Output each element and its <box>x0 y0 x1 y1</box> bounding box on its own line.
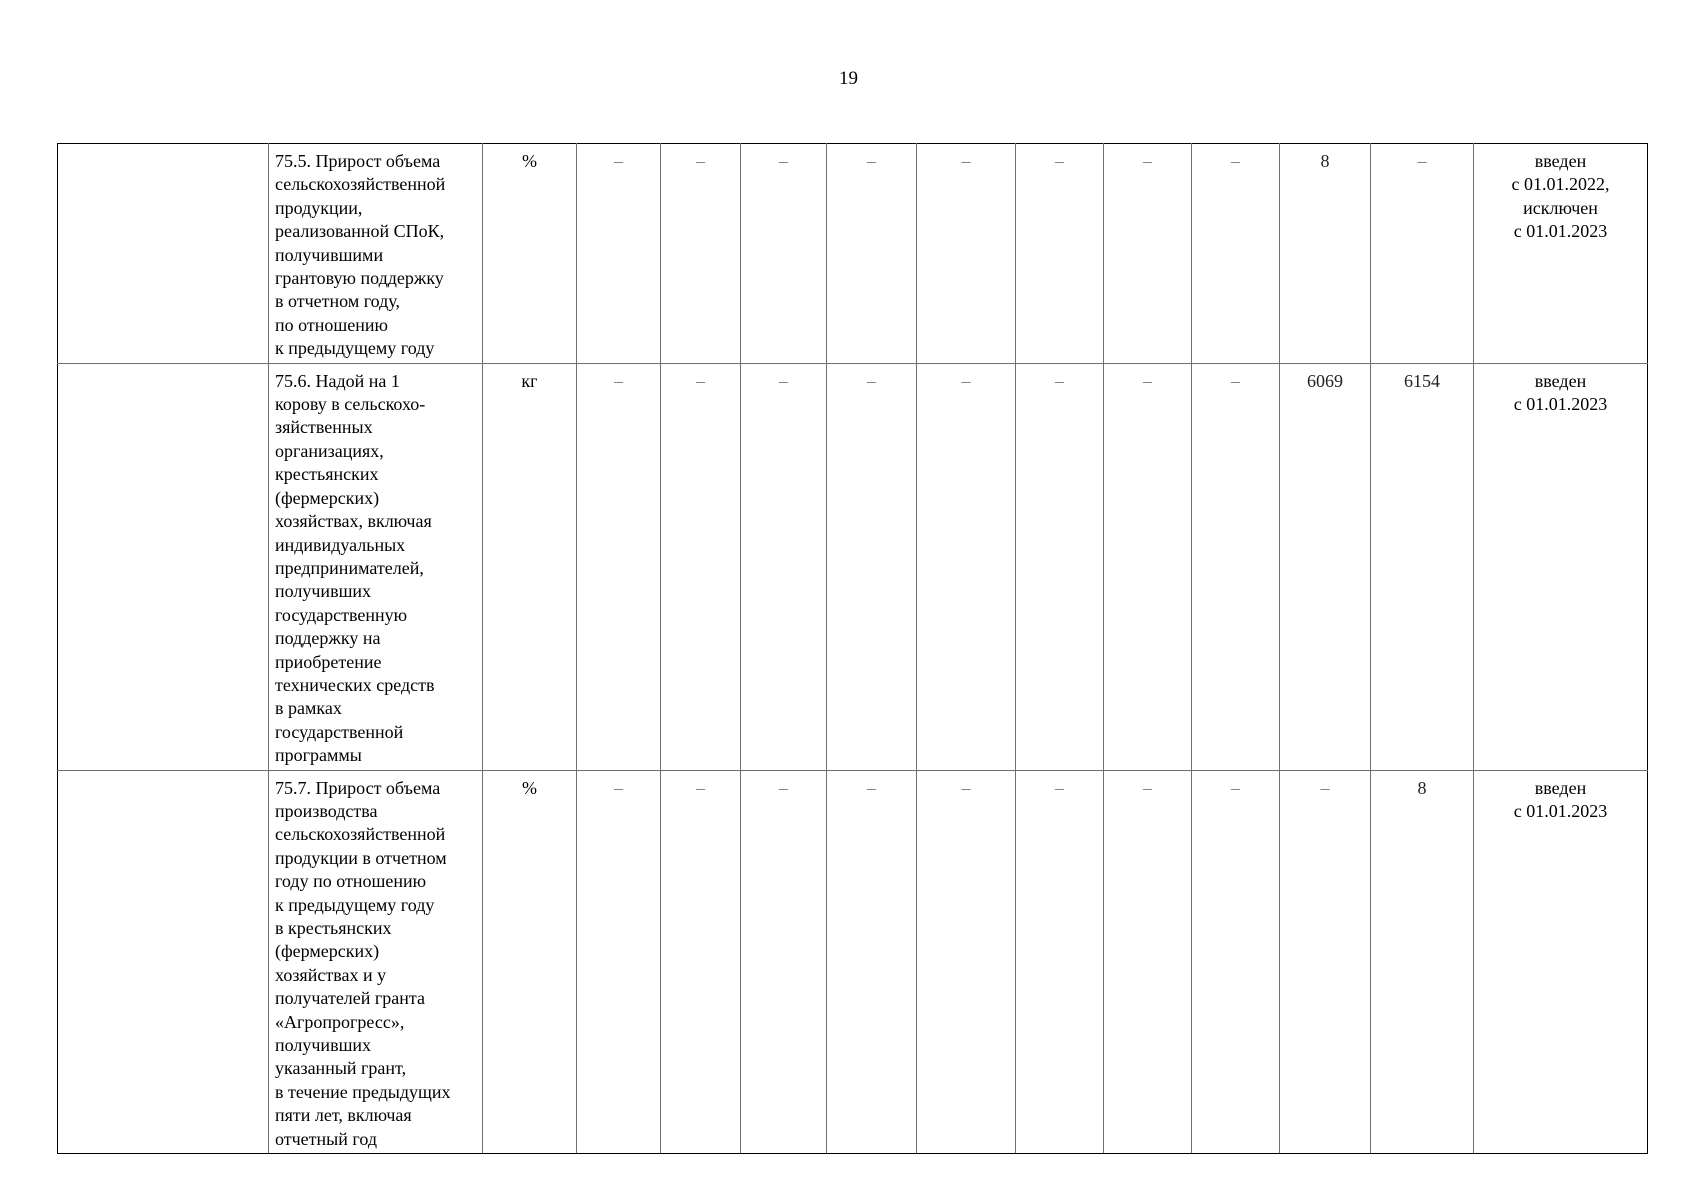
value-cell: 8 <box>1371 770 1474 1154</box>
unit-cell: кг <box>483 363 577 770</box>
table-row <box>58 363 1648 770</box>
table-row <box>58 144 1648 364</box>
value-cell: – <box>827 770 917 1154</box>
value-cell: – <box>577 363 661 770</box>
value-cell: – <box>1192 144 1280 364</box>
value-cell: 6154 <box>1371 363 1474 770</box>
value-cell: – <box>1104 770 1192 1154</box>
value-cell: – <box>1371 144 1474 364</box>
program-cell <box>58 770 269 1154</box>
unit-cell: % <box>483 144 577 364</box>
table-row <box>58 770 1648 1154</box>
program-cell <box>58 144 269 364</box>
page-number: 19 <box>839 68 858 89</box>
value-cell: – <box>741 363 827 770</box>
value-cell: – <box>1104 363 1192 770</box>
value-cell: – <box>1016 363 1104 770</box>
value-cell: – <box>827 363 917 770</box>
value-cell: – <box>917 363 1016 770</box>
indicator-name: 75.6. Надой на 1 корову в сельскохо- зяйственных организациях, крестьянских (фермерских) хозяйствах, включая индивидуальных предпринимателей, получивших государственную поддержку на приобретение технических средств в рамках государственной программы <box>269 363 483 770</box>
note-cell: введен с 01.01.2023 <box>1474 770 1648 1154</box>
value-cell: – <box>1016 770 1104 1154</box>
value-cell: – <box>741 144 827 364</box>
indicator-name: 75.7. Прирост объема производства сельскохозяйственной продукции в отчетном году по отношению к предыдущему году в крестьянских (фермерских) хозяйствах и у получателей гранта «Агропрогресс», получивших указанный грант, в течение предыдущих пяти лет, включая отчетный год <box>269 770 483 1154</box>
value-cell: – <box>577 770 661 1154</box>
value-cell: – <box>1192 770 1280 1154</box>
value-cell: 8 <box>1280 144 1371 364</box>
indicator-name: 75.5. Прирост объема сельскохозяйственной продукции, реализованной СПоК, получившими грантовую поддержку в отчетном году, по отношению к предыдущему году <box>269 144 483 364</box>
value-cell: – <box>1280 770 1371 1154</box>
value-cell: – <box>917 144 1016 364</box>
value-cell: – <box>661 144 741 364</box>
value-cell: – <box>1016 144 1104 364</box>
note-cell: введен с 01.01.2023 <box>1474 363 1648 770</box>
indicator-table <box>57 143 1648 1154</box>
note-cell: введен с 01.01.2022, исключен с 01.01.2023 <box>1474 144 1648 364</box>
value-cell: – <box>1104 144 1192 364</box>
value-cell: – <box>577 144 661 364</box>
value-cell: – <box>1192 363 1280 770</box>
value-cell: 6069 <box>1280 363 1371 770</box>
value-cell: – <box>661 363 741 770</box>
value-cell: – <box>741 770 827 1154</box>
value-cell: – <box>917 770 1016 1154</box>
program-cell <box>58 363 269 770</box>
value-cell: – <box>827 144 917 364</box>
value-cell: – <box>661 770 741 1154</box>
unit-cell: % <box>483 770 577 1154</box>
